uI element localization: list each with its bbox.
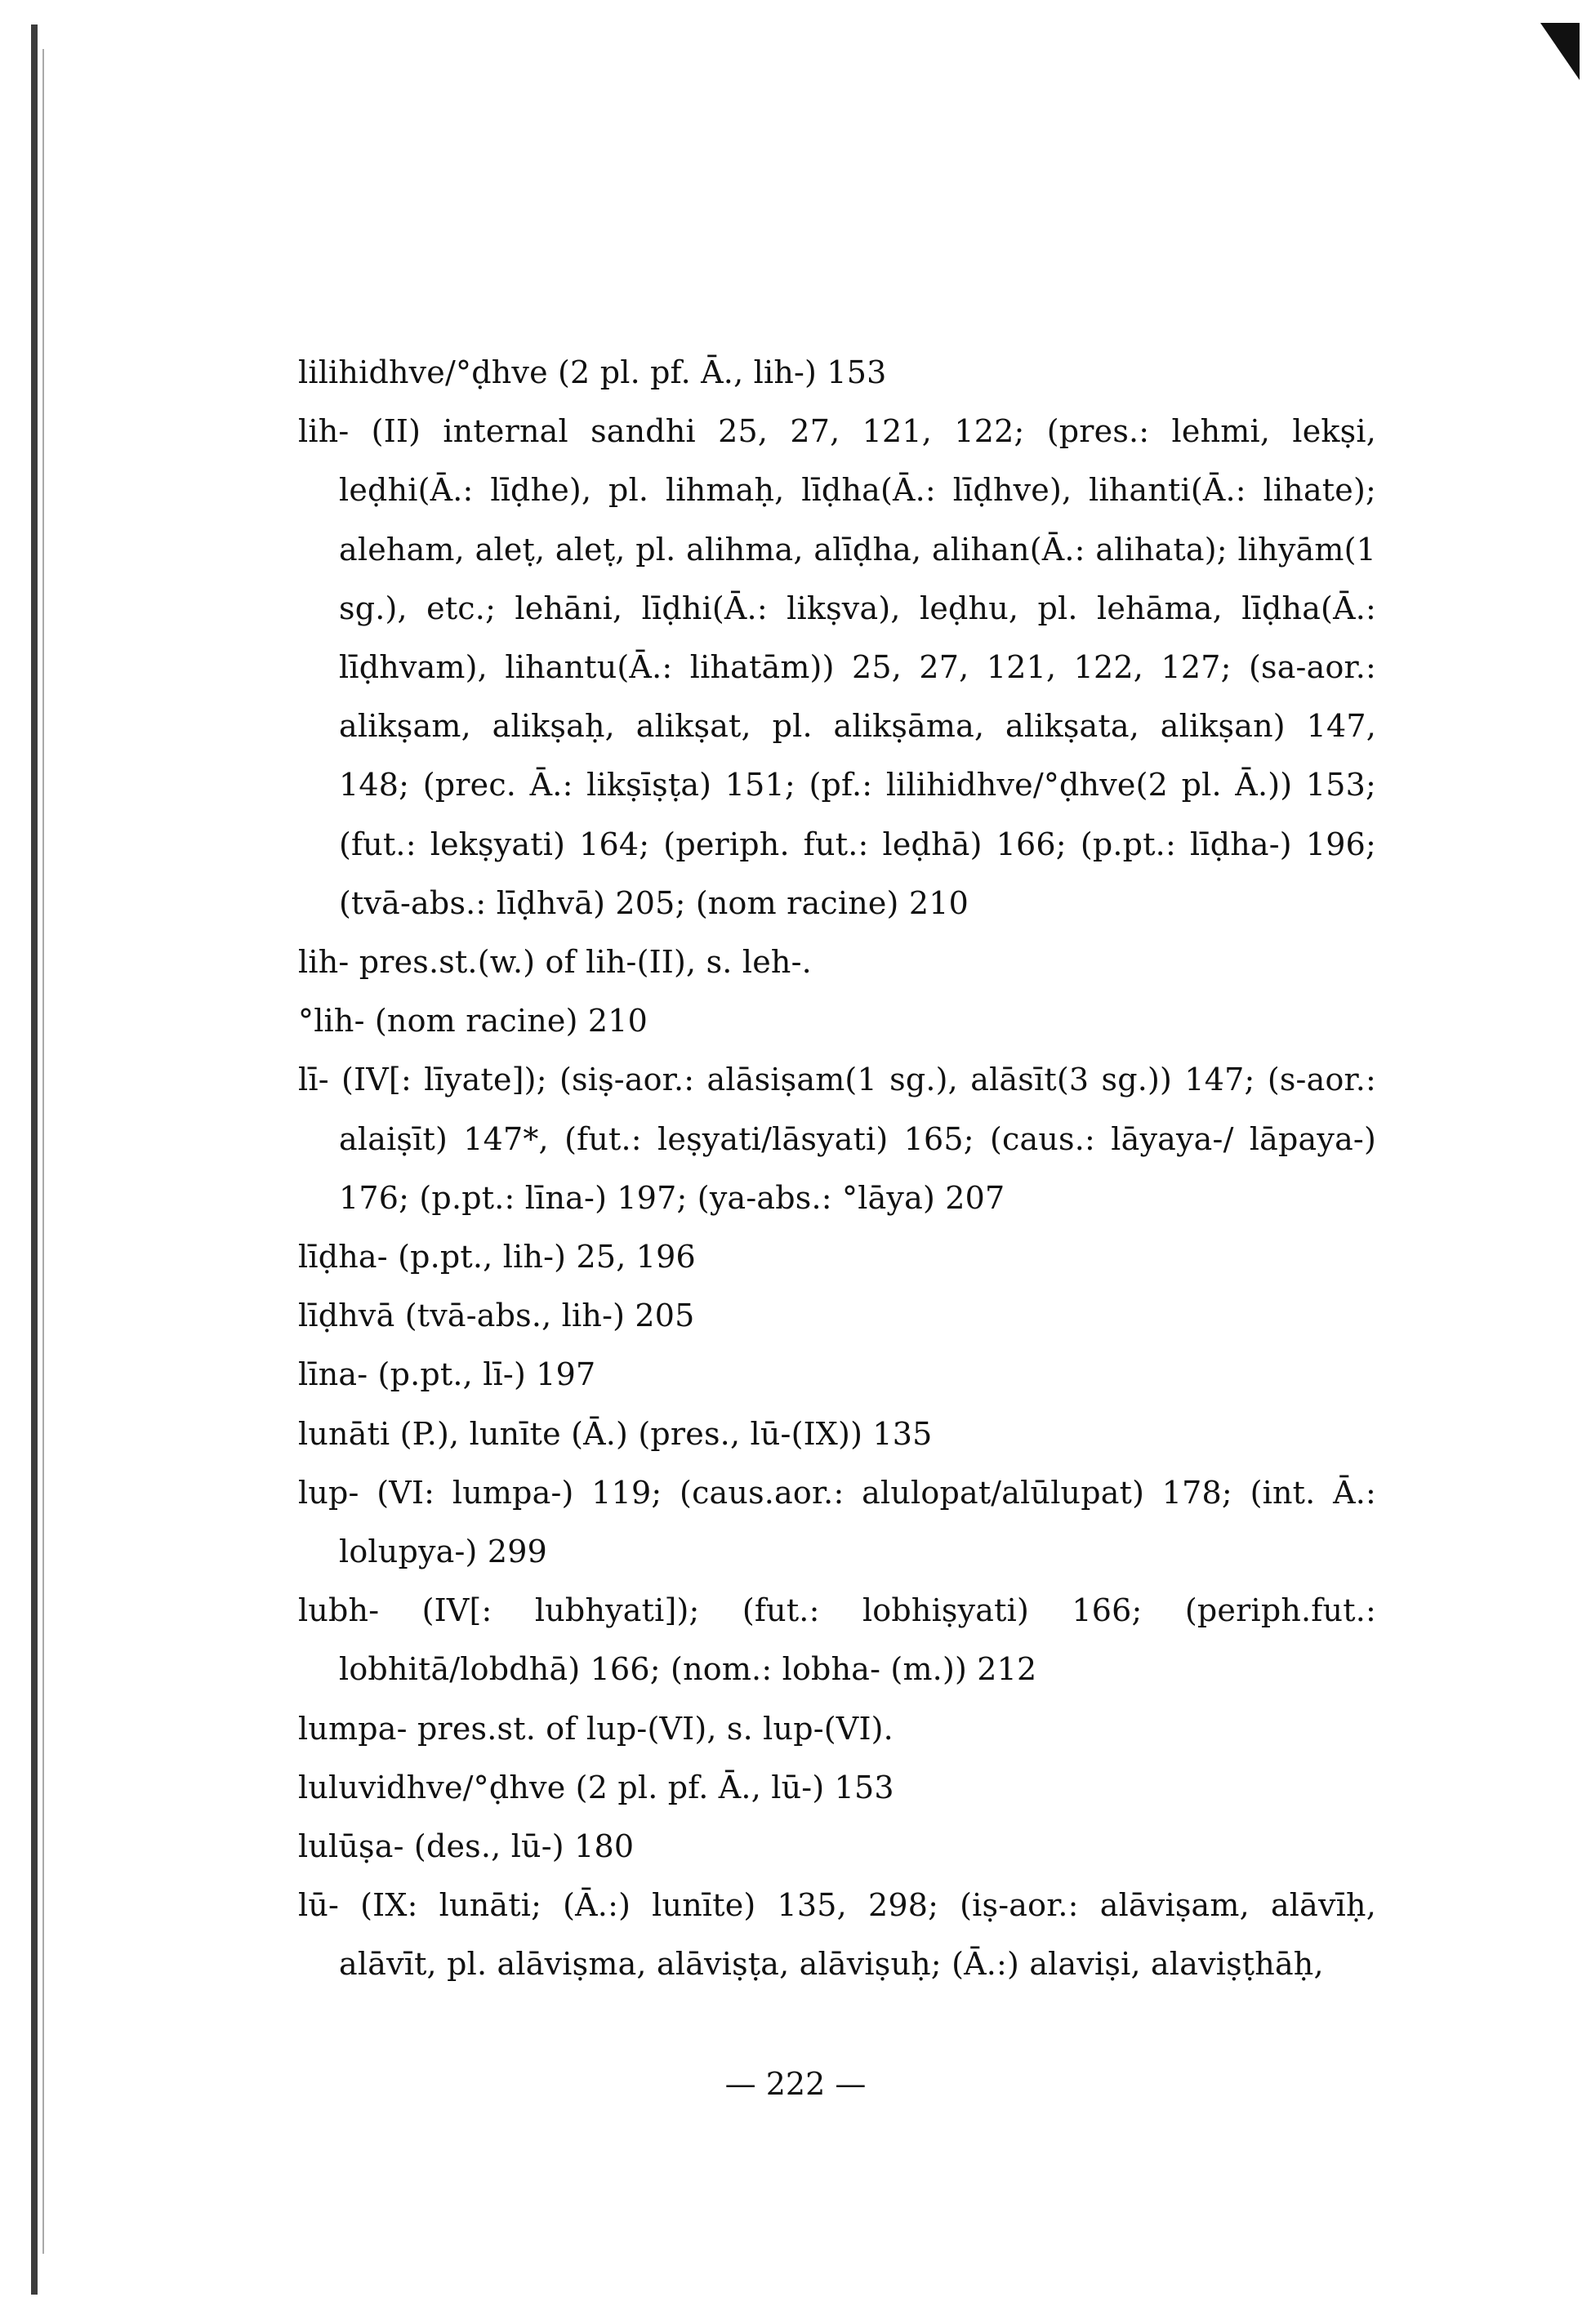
index-entry: lumpa- pres.st. of lup-(VI), s. lup-(VI). — [298, 1710, 894, 1747]
index-entry: lulūṣa- (des., lū-) 180 — [298, 1828, 635, 1865]
index-entry: lilihidhve/°ḍhve (2 pl. pf. Ā., lih-) 153 — [298, 354, 887, 390]
binding-shadow-thin — [42, 49, 44, 2254]
index-entry: lī- (IV[: līyate]); (siṣ-aor.: alāsiṣam(1 sg.), alāsīt(3 sg.)) 147; (s-aor.: alaiṣīt) 147*, (fut.: leṣyati/lāsyati) 165; (caus.: lāyaya-/ lāpaya-) 176; (p.pt.: līna-) 197; (ya-abs.: °lāya) 207 — [298, 1062, 1376, 1216]
index-entry: līḍha- (p.pt., lih-) 25, 196 — [298, 1239, 696, 1276]
index-entry: līna- (p.pt., lī-) 197 — [298, 1356, 596, 1393]
page-number: — 222 — — [724, 2066, 867, 2102]
index-entry: lup- (VI: lumpa-) 119; (caus.aor.: alulopat/alūlupat) 178; (int. Ā.: lolupya-) 299 — [298, 1474, 1376, 1570]
index-entries — [298, 343, 1376, 1994]
index-entry: °lih- (nom racine) 210 — [298, 1003, 648, 1040]
index-entry: luluvidhve/°ḍhve (2 pl. pf. Ā., lū-) 153 — [298, 1769, 894, 1805]
index-entry: lunāti (P.), lunīte (Ā.) (pres., lū-(IX)) 135 — [298, 1415, 933, 1452]
corner-scan-mark — [1540, 23, 1580, 80]
index-entry: lih- (II) internal sandhi 25, 27, 121, 122; (pres.: lehmi, lekṣi, leḍhi(Ā.: līḍhe), pl. lihmaḥ, līḍha(Ā.: līḍhve), lihanti(Ā.: lihate); aleham, aleṭ, aleṭ, pl. alihma, alīḍha, alihan(Ā.: alihata); lihyām(1 sg.), etc.; lehāni, līḍhi(Ā.: likṣva), leḍhu, pl. lehāma, līḍha(Ā.: līḍhvam), lihantu(Ā.: lihatām)) 25, 27, 121, 122, 127; (sa-aor.: alikṣam, alikṣaḥ, alikṣat, pl. alikṣāma, alikṣata, alikṣan) 147, 148; (prec. Ā.: likṣīṣṭa) 151; (pf.: lilihidhve/°ḍhve(2 pl. Ā.)) 153; (fut.: lekṣyati) 164; (periph. fut.: leḍhā) 166; (p.pt.: līḍha-) 196; (tvā-abs.: līḍhvā) 205; (nom racine) 210 — [298, 413, 1376, 921]
index-entry: lubh- (IV[: lubhyati]); (fut.: lobhiṣyati) 166; (periph.fut.: lobhitā/lobdhā) 166; (nom.: lobha- (m.)) 212 — [298, 1592, 1376, 1688]
index-entry: līḍhvā (tvā-abs., lih-) 205 — [298, 1298, 695, 1334]
index-entry: lū- (IX: lunāti; (Ā.:) lunīte) 135, 298; (iṣ-aor.: alāviṣam, alāvīḥ, alāvīt, pl. alāviṣma, alāviṣṭa, alāviṣuḥ; (Ā.:) alaviṣi, alaviṣṭhāḥ, — [298, 1887, 1376, 1983]
index-entry: lih- pres.st.(w.) of lih-(II), s. leh-. — [298, 944, 812, 981]
binding-shadow — [31, 24, 38, 2295]
